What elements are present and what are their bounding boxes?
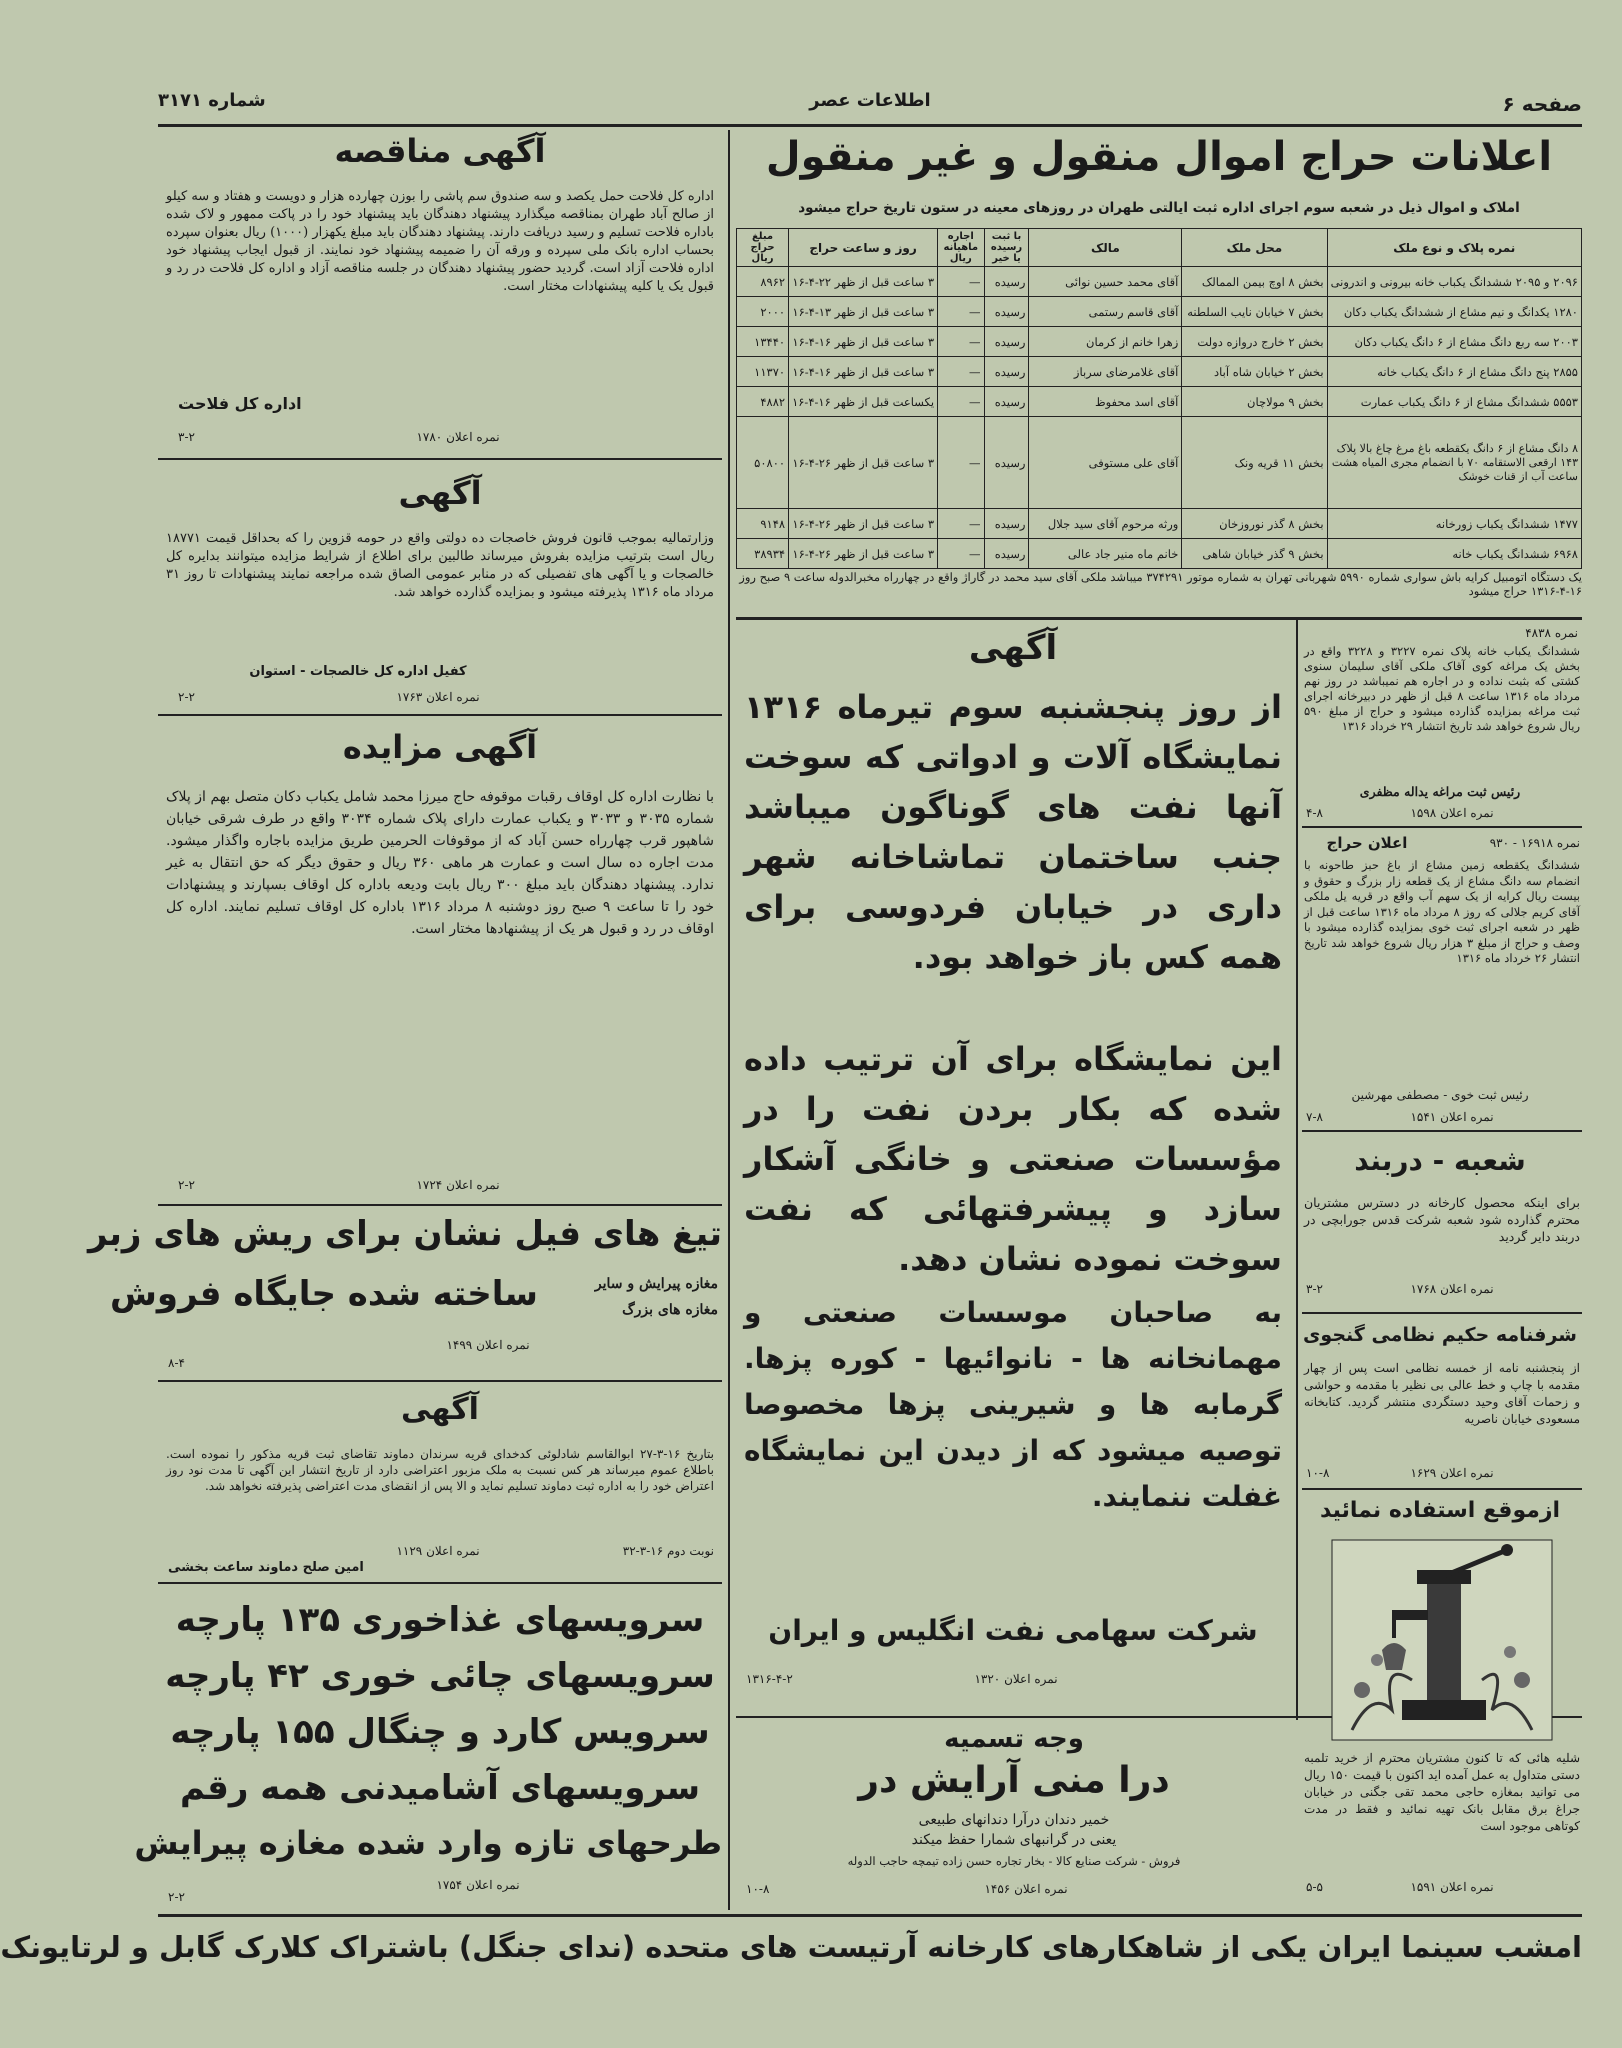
auction-ad-4 <box>1302 832 1582 1132</box>
tender-title: آگهی مناقصه <box>334 132 546 170</box>
oil-paragraph-2: این نمایشگاه برای آن ترتیب داده شده که بکار بردن نفت را در مؤسسات صنعتی و خانگی آشکار سازد و پیشرفتهائی که نفت سوخت نموده نشان دهد. <box>744 1040 1282 1278</box>
blades-count: ۸-۴ <box>168 1356 185 1370</box>
col-amount: مبلغ حراج ریال <box>737 229 789 267</box>
cell-rent: — <box>938 509 984 539</box>
cell-location: بخش ۲ خیابان شاه آباد <box>1182 357 1327 387</box>
oil-ref: نمره اعلان ۱۳۲۰ <box>974 1672 1058 1686</box>
auction-table-wrap <box>736 228 1582 569</box>
col-owner: مالک <box>1029 229 1182 267</box>
auction-table <box>736 228 1582 569</box>
col-plate: نمره پلاک و نوع ملک <box>1327 229 1581 267</box>
sharafname-title: شرفنامه حکیم نظامی گنجوی <box>1303 1324 1577 1346</box>
tableware-line-5: طرحهای تازه وارد شده مغازه پیرایش <box>134 1824 722 1862</box>
tableware-line-4: سرویسهای آشامیدنی همه رقم <box>179 1768 701 1808</box>
table-row <box>737 387 1582 417</box>
tableware-line-3: سرویس کارد و چنگال ۱۵۵ پارچه <box>170 1712 710 1752</box>
column-divider-left <box>728 130 730 1910</box>
cell-registered: رسیده <box>984 539 1029 569</box>
cell-amount: ۱۱۳۷۰ <box>737 357 789 387</box>
cinema-banner: امشب سینما ایران یکی از شاهکارهای کارخانه آرتیست های متحده (ندای جنگل) باشتراک کلارک گابل و لرتایونک <box>0 1930 1582 1964</box>
auction3-signer: رئیس ثبت مراغه یداله مظفری <box>1359 784 1521 799</box>
sharafname-body: از پنجشنبه نامه از خمسه نظامی است پس از چهار مقدمه با چاپ و خط عالی بی نظیر با مقدمه و حواشی و زحمات آقای وحید دستگردی منتشر گردید. کتابخانه مسعودی خیابان ناصریه <box>1304 1361 1580 1426</box>
cell-date: ۳ ساعت قبل از ظهر ۱۶-۴-۱۶ <box>789 327 938 357</box>
cell-owner: ورثه مرحوم آقای سید جلال <box>1029 509 1182 539</box>
cell-amount: ۱۳۴۴۰ <box>737 327 789 357</box>
pump-body: شلیه هائی که تا کنون مشتریان محترم از خرید تلمبه دستی متداول به عمل آمده اید اکنون با قیمت ۱۵۰ ریال می توانید بمغازه حاجی محمد تقی جگنی در خیابان جراغ برق مقابل بانک تهیه نمائید و فقط در مدت کوتاهی موجود است <box>1304 1751 1580 1833</box>
notice2-ref: نمره اعلان ۱۱۲۹ <box>396 1544 480 1558</box>
notice1-signer: کفیل اداره کل خالصجات - استوان <box>249 664 467 679</box>
cell-amount: ۵۰۸۰۰ <box>737 417 789 509</box>
cell-plate: ۱۴۷۷ ششدانگ یکباب زورخانه <box>1327 509 1581 539</box>
tender-ad <box>158 130 722 460</box>
blades-side-2: مغازه های بزرگ <box>622 1302 718 1318</box>
water-pump-illustration <box>1332 1540 1552 1740</box>
cell-amount: ۳۸۹۳۴ <box>737 539 789 569</box>
footer-rule <box>158 1914 1582 1917</box>
tableware-line-1: سرویسهای غذاخوری ۱۳۵ پارچه <box>175 1600 705 1640</box>
cell-rent: — <box>938 387 984 417</box>
pump-count: ۵-۵ <box>1306 1880 1323 1894</box>
darband-body: برای اینکه محصول کارخانه در دسترس مشتریان محترم گذارده شود شعبه شرکت قدس جورابچی در دربند دایر گردید <box>1304 1195 1580 1244</box>
cell-location: بخش ۸ گذر نوروزخان <box>1182 509 1327 539</box>
auction4-title: اعلان حراج <box>1326 834 1408 852</box>
toothpaste-ref: نمره اعلان ۱۴۵۶ <box>984 1882 1068 1896</box>
auction3-count: ۴-۸ <box>1306 806 1323 820</box>
tableware-line-2: سرویسهای چائی خوری ۴۲ پارچه <box>165 1656 715 1696</box>
cell-date: یکساعت قبل از ظهر ۱۶-۴-۱۶ <box>789 387 938 417</box>
cell-plate: ۸ دانگ مشاع از ۶ دانگ یکقطعه باغ مرغ چاغ بالا پلاک ۱۴۳ ارقعی الاستقامه ۷۰ با انضمام مجری المیاه هشت ساعت آب از قنات خوشک <box>1327 417 1581 509</box>
cell-owner: آقای غلامرضای سرباز <box>1029 357 1182 387</box>
tableware-count: ۲-۲ <box>168 1890 185 1904</box>
toothpaste-line-3: فروش - شرکت صنایع کالا - بخار تجاره حسن زاده تیمچه حاجب الدوله <box>847 1854 1181 1868</box>
cell-registered: رسیده <box>984 387 1029 417</box>
blades-line-1: تیغ های فیل نشان برای ریش های زبر <box>88 1214 722 1254</box>
cell-location: بخش ۱۱ قریه ونک <box>1182 417 1327 509</box>
auction3-ref-top: نمره ۴۸۳۸ <box>1525 626 1578 640</box>
table-row <box>737 417 1582 509</box>
col-date: روز و ساعت حراج <box>789 229 938 267</box>
cell-owner: آقای علی مستوفی <box>1029 417 1182 509</box>
notice2-signer: امین صلح دماوند ساعت بخشی <box>168 1560 364 1575</box>
cell-plate: ۲۰۹۶ و ۲۰۹۵ ششدانگ یکباب خانه بیرونی و اندرونی <box>1327 267 1581 297</box>
cell-owner: خانم ماه منیر جاد عالی <box>1029 539 1182 569</box>
pump-ref: نمره اعلان ۱۵۹۱ <box>1410 1880 1494 1894</box>
cell-date: ۳ ساعت قبل از ظهر ۲۶-۴-۱۶ <box>789 417 938 509</box>
darband-ref: نمره اعلان ۱۷۶۸ <box>1410 1282 1494 1296</box>
issue-number: شماره ۳۱۷۱ <box>158 90 266 111</box>
oil-paragraph-3: به صاحبان موسسات صنعتی و مهمانخانه ها - نانوائیها - کوره پزها. گرمابه ها و شیرینی پزها مخصوصا توصیه میشود که از دیدن این نمایشگاه غفلت ننمایند. <box>744 1296 1282 1513</box>
cell-location: بخش ۷ خیابان نایب السلطنه <box>1182 297 1327 327</box>
blades-ref: نمره اعلان ۱۴۹۹ <box>446 1338 530 1352</box>
auction-footnote: یک دستگاه اتومبیل کرایه باش سواری شماره ۵۹۹۰ شهربانی تهران به شماره موتور ۳۷۴۲۹۱ میباشد ملکی آقای سید محمد در گاراژ واقع در چهارراه مخبرالدوله ساعت ۹ صبح روز ۱۶-۴-۱۳۱۶ حراج میشود <box>739 570 1582 598</box>
sharafname-ad <box>1302 1318 1582 1490</box>
auction-section <box>736 130 1582 620</box>
auction4-body: ششدانگ یکقطعه زمین مشاع از باغ حبز طاحونه با انضمام سه دانگ مشاع از یک قطعه زار بزرگ و حقوق و بیست ریال کرایه از یک سهم آب واقع در قریه یل ملکی آقای کریم جلالی که روز ۸ مرداد ماه ۱۳۱۶ ساعت قبل از ظهر در شعبه اجرای ثبت خوی بمزایده گذارده میشود با وصف و حراج از مبلغ ۳ هزار ریال شروع خواهد شد تاریخ انتشار ۲۶ خرداد ماه ۱۳۱۶ <box>1304 858 1580 965</box>
darband-ad <box>1302 1138 1582 1314</box>
tender-count: ۳-۲ <box>178 430 195 444</box>
toothpaste-heading: وجه تسمیه <box>944 1724 1084 1754</box>
auction2-ref: نمره اعلان ۱۷۲۴ <box>416 1178 500 1192</box>
tableware-ad <box>134 1590 722 1910</box>
page-number: صفحه ۶ <box>1502 92 1582 116</box>
cell-registered: رسیده <box>984 297 1029 327</box>
blades-ad <box>88 1210 722 1382</box>
notice-ad-2 <box>158 1388 722 1584</box>
col-registered: با ثبت رسیده یا خیر <box>984 229 1029 267</box>
notice2-title: آگهی <box>401 1392 479 1427</box>
oil-paragraph-1: از روز پنجشنبه سوم تیرماه ۱۳۱۶ نمایشگاه آلات و ادواتی که سوخت آنها نفت های گوناگون میباشد جنب ساختمان تماشاخانه شهر داری در خیابان فردوسی برای همه کس باز خواهد بود. <box>744 688 1282 976</box>
toothpaste-line-2: یعنی در گرانبهای شمارا حفظ میکند <box>911 1832 1117 1848</box>
cell-registered: رسیده <box>984 509 1029 539</box>
cell-location: بخش ۹ گذر خیابان شاهی <box>1182 539 1327 569</box>
sharafname-count: ۱۰-۸ <box>1306 1466 1330 1480</box>
tender-signer: اداره کل فلاحت <box>178 394 302 413</box>
cell-rent: — <box>938 267 984 297</box>
notice1-count: ۲-۲ <box>178 690 195 704</box>
auction-ad-3 <box>1302 624 1582 828</box>
cell-location: بخش ۸ اوچ بیمن الممالک <box>1182 267 1327 297</box>
oil-exhibition-ad <box>736 624 1290 1714</box>
cell-location: بخش ۹ مولاچان <box>1182 387 1327 417</box>
notice2-date: نوبت دوم ۱۶-۳-۳۲ <box>622 1544 714 1558</box>
toothpaste-brand: درا منی آرایش در <box>858 1760 1170 1801</box>
auction-title: اعلانات حراج اموال منقول و غیر منقول <box>765 134 1553 180</box>
auction2-count: ۲-۲ <box>178 1178 195 1192</box>
notice1-ref: نمره اعلان ۱۷۶۳ <box>396 690 480 704</box>
auction4-signer: رئیس ثبت خوی - مصطفی مهرشین <box>1351 1088 1529 1102</box>
table-row <box>737 509 1582 539</box>
cell-amount: ۲۰۰۰ <box>737 297 789 327</box>
cell-registered: رسیده <box>984 417 1029 509</box>
darband-title: شعبه - دربند <box>1354 1144 1526 1177</box>
auction-table-header <box>737 229 1582 267</box>
pump-ad <box>1302 1494 1582 1908</box>
cell-amount: ۴۸۸۲ <box>737 387 789 417</box>
cell-owner: آقای محمد حسین نوائی <box>1029 267 1182 297</box>
cell-owner: آقای اسد محفوظ <box>1029 387 1182 417</box>
cell-rent: — <box>938 417 984 509</box>
column-divider-right <box>1296 620 1298 1720</box>
darband-count: ۳-۲ <box>1306 1282 1323 1296</box>
oil-company: شرکت سهامی نفت انگلیس و ایران <box>768 1614 1258 1647</box>
auction3-body: ششدانگ یکباب خانه پلاک نمره ۳۲۲۷ و ۳۲۲۸ واقع در بخش یک مراغه کوی آقاک ملکی آقای سلیمان سنوی کشتی که بثبت نداده و در اجاره هم نمیباشد در روز نهم مرداد ماه ۱۳۱۶ ساعت ۸ قبل از ظهر در دبیرخانه اجرای ثبت مراغه بمزایده گذارده میشود و حراج از مبلغ ۵۹۰ ریال شروع خواهد شد تاریخ انتشار ۲۹ خرداد ۱۳۱۶ <box>1304 644 1580 733</box>
cell-plate: ۱۲۸۰ یکدانگ و نیم مشاع از ششدانگ یکباب دکان <box>1327 297 1581 327</box>
blades-line-2: ساخته شده جایگاه فروش <box>110 1274 538 1314</box>
auction-subtitle: املاک و اموال ذیل در شعبه سوم اجرای اداره ثبت ایالتی طهران در روزهای معینه در ستون تاریخ حراج میشود <box>798 200 1520 216</box>
auction2-body: با نظارت اداره کل اوقاف رقبات موقوفه حاج میرزا محمد شامل یکباب دکان متصل بهم از پلاک شماره ۳۰۳۵ و ۳۰۳۳ و یکباب عمارت دارای پلاک شماره ۳۰۳۴ واقع در طرف شرقی خیابان شاهپور قرب چهارراه حسن آباد که از موقوفات الحرمین طریق مزایده باجاره واگذار میشود. مدت اجاره ده سال است و عمارت هر ماهی ۳۶۰ ریال و حقوق دیگر که حق انتقال به غیر ندارد. پیشنهاد دهندگان باید مبلغ ۳۰۰ ریال بابت ودیعه باداره کل اوقاف بسپارند و پیشنهادات خود را تا ساعت ۹ صبح روز دوشنبه ۸ مرداد ۱۳۱۶ باداره کل اوقاف تسلیم نمایند. اداره کل اوقاف در رد و قبول هر یک از پیشنهادها مختار است. <box>166 789 714 937</box>
table-row <box>737 327 1582 357</box>
table-row <box>737 267 1582 297</box>
oil-count: ۱۳۱۶-۴-۲ <box>746 1672 793 1686</box>
cell-rent: — <box>938 539 984 569</box>
pump-heading: ازموقع استفاده نمائید <box>1319 1498 1561 1523</box>
cell-date: ۳ ساعت قبل از ظهر ۲۶-۴-۱۶ <box>789 509 938 539</box>
newspaper-name: اطلاعات عصر <box>809 90 931 111</box>
notice1-title: آگهی <box>398 474 482 512</box>
cell-date: ۳ ساعت قبل از ظهر ۱۳-۴-۱۶ <box>789 297 938 327</box>
tender-ref: نمره اعلان ۱۷۸۰ <box>416 430 500 444</box>
cell-amount: ۸۹۶۲ <box>737 267 789 297</box>
oil-title: آگهی <box>968 628 1058 668</box>
table-row <box>737 357 1582 387</box>
table-row <box>737 297 1582 327</box>
tender-body: اداره کل فلاحت حمل یکصد و سه صندوق سم پاشی را بوزن چهارده هزار و دویست و هفتاد و سه کیلو از صالح آباد طهران بمناقصه میگذارد پیشنهاد دهندگان باید پیشنهاد خود را در پاکت ممهور و لاک شده باداره فلاحت تسلیم و رسید دریافت دارند. پیشنهاد دهندگان باید مبلغ یکهزار (۱۰۰۰) ریال بعنوان سپرده بحساب اداره بانک ملی سپرده و ورقه آن را ضمیمه پیشنهاد خود نمایند. از قبول ایجاب پیشنهاد خود اداره فلاحت آزاد است. گردید حضور پیشنهاد دهندگان در جلسه مناقصه آزاد و اداره کل فلاحت در رد و قبول یک یا کلیه پیشنهادات مختار است. <box>166 189 714 294</box>
notice-ad-1 <box>158 466 722 716</box>
cell-plate: ۲۰۰۳ سه ربع دانگ مشاع از ۶ دانگ یکباب دکان <box>1327 327 1581 357</box>
blades-side-1: مغازه پیرایش و سایر <box>594 1276 718 1292</box>
cell-registered: رسیده <box>984 327 1029 357</box>
table-row <box>737 539 1582 569</box>
header-rule <box>158 124 1582 127</box>
cell-rent: — <box>938 357 984 387</box>
tableware-ref: نمره اعلان ۱۷۵۴ <box>436 1878 520 1892</box>
cell-amount: ۹۱۴۸ <box>737 509 789 539</box>
cell-plate: ۲۸۵۵ پنج دانگ مشاع از ۶ دانگ یکباب خانه <box>1327 357 1581 387</box>
cell-registered: رسیده <box>984 267 1029 297</box>
auction4-ref: نمره اعلان ۱۵۴۱ <box>1410 1110 1494 1124</box>
sharafname-ref: نمره اعلان ۱۶۲۹ <box>1410 1466 1494 1480</box>
auction4-count: ۷-۸ <box>1306 1110 1323 1124</box>
toothpaste-count: ۱۰-۸ <box>746 1882 770 1896</box>
cell-date: ۳ ساعت قبل از ظهر ۱۶-۴-۱۶ <box>789 357 938 387</box>
cell-plate: ۶۹۶۸ ششدانگ یکباب خانه <box>1327 539 1581 569</box>
cell-owner: آقای قاسم رستمی <box>1029 297 1182 327</box>
toothpaste-line-1: خمیر دندان درآرا دندانهای طبیعی <box>918 1812 1110 1828</box>
auction2-title: آگهی مزایده <box>342 728 538 766</box>
cell-date: ۳ ساعت قبل از ظهر ۲۲-۴-۱۶ <box>789 267 938 297</box>
notice2-body: بتاریخ ۱۶-۳-۲۷ ابوالقاسم شادلوئی کدخدای قریه سرندان دماوند تقاضای ثبت قریه مذکور را نموده است. باطلاع عموم میرساند هر کس نسبت به ملک مزبور اعتراضی دارد از تاریخ انتشار این آگهی تا مدت نود روز اعتراض خود را به اداره ثبت دماوند تسلیم نماید و الا پس از انقضای مدت اعتراضی پذیرفته نخواهد شد. <box>166 1447 715 1493</box>
auction4-number: نمره ۱۶۹۱۸ - ۹۳۰ <box>1489 836 1580 850</box>
cell-registered: رسیده <box>984 357 1029 387</box>
cell-rent: — <box>938 297 984 327</box>
col-location: محل ملک <box>1182 229 1327 267</box>
cell-location: بخش ۲ خارج دروازه دولت <box>1182 327 1327 357</box>
cell-date: ۳ ساعت قبل از ظهر ۲۶-۴-۱۶ <box>789 539 938 569</box>
col-rent: اجاره ماهیانه ریال <box>938 229 984 267</box>
auction-ad-2 <box>158 722 722 1206</box>
cell-rent: — <box>938 327 984 357</box>
auction3-ref: نمره اعلان ۱۵۹۸ <box>1410 806 1494 820</box>
water-pump-icon <box>1332 1540 1552 1740</box>
notice1-body: وزارتمالیه بموجب قانون فروش خاصجات ده دولتی واقع در حومه قزوین را که بحداقل قیمت ۱۸۷۷۱ ریال است بترتیب مزایده بفروش میرساند طالبین برای اطلاع از شرایط مزایده میتوانند بدایره کل خالصجات و یا آگهی های تفصیلی که در منابر عمومی الصاق شده مراجعه نمایند پیشنهادات تا روز ۳۱ مرداد ماه ۱۳۱۶ پذیرفته میشود و بمزایده گذارده خواهد شد. <box>166 531 714 600</box>
toothpaste-ad <box>736 1720 1292 1910</box>
cell-plate: ۵۵۵۳ ششدانگ مشاع از ۶ دانگ یکباب عمارت <box>1327 387 1581 417</box>
cell-owner: زهرا خانم از کرمان <box>1029 327 1182 357</box>
